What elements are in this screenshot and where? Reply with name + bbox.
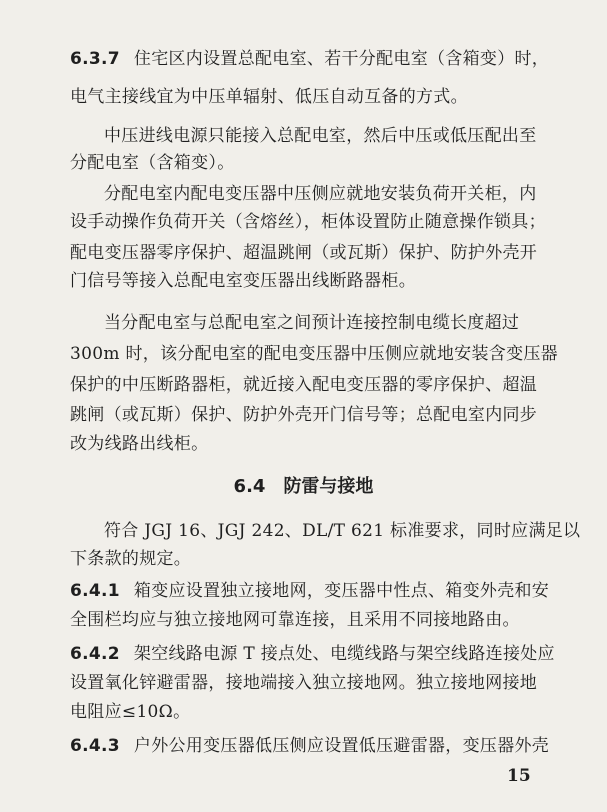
- clause-number: 6.3.7: [70, 49, 120, 69]
- paragraph-line: 改为线路出线柜。: [70, 434, 209, 454]
- clause-6-4-2-line-3: 电阻应≤10Ω。: [70, 702, 191, 722]
- paragraph-line: 设手动操作负荷开关（含熔丝），柜体设置防止随意操作锁具；: [70, 212, 546, 232]
- page-number: 15: [507, 766, 531, 786]
- clause-6-4-3-line-1: 6.4.3 户外公用变压器低压侧应设置低压避雷器，变压器外壳: [70, 736, 550, 756]
- section-heading: [0, 476, 607, 498]
- paragraph-line: 当分配电室与总配电室之间预计连接控制电缆长度超过: [104, 313, 520, 333]
- paragraph-line: 下条款的规定。: [70, 549, 192, 569]
- paragraph-line: 中压进线电源只能接入总配电室，然后中压或低压配出至: [104, 126, 537, 146]
- paragraph-line: 300m 时，该分配电室的配电变压器中压侧应就地安装含变压器: [70, 344, 558, 364]
- clause-number: 6.4.3: [70, 736, 120, 756]
- clause-6-3-7-line-2: 电气主接线宜为中压单辐射、低压自动互备的方式。: [70, 87, 468, 107]
- clause-number: 6.4.2: [70, 644, 120, 664]
- paragraph-line: 门信号等接入总配电室变压器出线断路器柜。: [70, 271, 416, 291]
- section-number: 6.4: [233, 476, 266, 497]
- clause-6-4-2-line-1: 6.4.2 架空线路电源 T 接点处、电缆线路与架空线路连接处应: [70, 644, 555, 664]
- clause-number: 6.4.1: [70, 581, 120, 601]
- clause-6-4-1-line-1: 6.4.1 箱变应设置独立接地网，变压器中性点、箱变外壳和安: [70, 581, 550, 601]
- clause-6-3-7-line-1: 6.3.7 住宅区内设置总配电室、若干分配电室（含箱变）时，: [70, 49, 550, 69]
- paragraph-line: 保护的中压断路器柜，就近接入配电变压器的零序保护、超温: [70, 375, 538, 395]
- clause-6-4-2-line-2: 设置氧化锌避雷器，接地端接入独立接地网。独立接地网接地: [70, 673, 538, 693]
- paragraph-line: 分配电室（含箱变）。: [70, 153, 235, 173]
- paragraph-line: 配电变压器零序保护、超温跳闸（或瓦斯）保护、防护外壳开: [70, 243, 538, 263]
- paragraph-line: 符合 JGJ 16、JGJ 242、DL/T 621 标准要求，同时应满足以: [104, 521, 581, 541]
- section-title: 防雷与接地: [283, 476, 374, 497]
- paragraph-line: 分配电室内配电变压器中压侧应就地安装负荷开关柜，内: [104, 184, 537, 204]
- paragraph-line: 跳闸（或瓦斯）保护、防护外壳开门信号等；总配电室内同步: [70, 405, 538, 425]
- clause-6-4-1-line-2: 全围栏均应与独立接地网可靠连接，且采用不同接地路由。: [70, 610, 520, 630]
